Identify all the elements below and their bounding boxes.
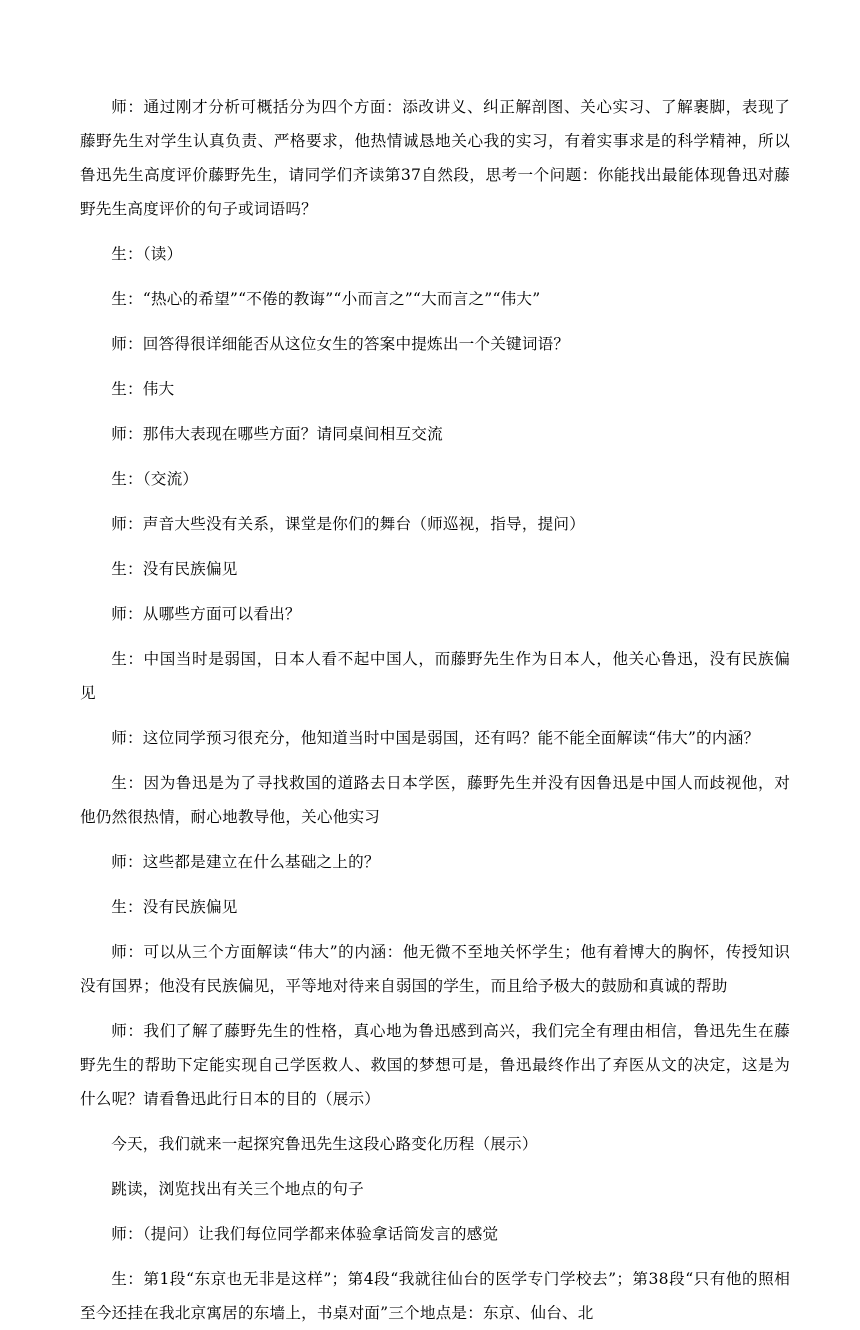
paragraph-11: 生：中国当时是弱国，日本人看不起中国人，而藤野先生作为日本人，他关心鲁迅，没有民族偏见: [80, 650, 790, 702]
paragraph-17: 师：我们了解了藤野先生的性格，真心地为鲁迅感到高兴，我们完全有理由相信，鲁迅先生在藤野先生的帮助下定能实现自己学医救人、救国的梦想可是，鲁迅最终作出了弃医从文的决定，这是为什么呢？请看鲁迅此行日本的目的（展示）: [80, 1022, 790, 1108]
paragraph-8: 师：声音大些没有关系，课堂是你们的舞台（师巡视，指导，提问）: [111, 515, 586, 533]
paragraph-1: 师：通过刚才分析可概括分为四个方面：添改讲义、纠正解剖图、关心实习、了解裹脚，表现了藤野先生对学生认真负责、严格要求，他热情诚恳地关心我的实习，有着实事求是的科学精神，所以鲁迅先生高度评价藤野先生，请同学们齐读第37自然段，思考一个问题：你能找出最能体现鲁迅对藤野先生高度评价的句子或词语吗？: [80, 98, 790, 218]
paragraph-20: 师：（提问）让我们每位同学都来体验拿话筒发言的感觉: [111, 1225, 499, 1243]
paragraph-13: 生：因为鲁迅是为了寻找救国的道路去日本学医，藤野先生并没有因鲁迅是中国人而歧视他，对他仍然很热情，耐心地教导他，关心他实习: [80, 774, 790, 826]
paragraph-15: 生：没有民族偏见: [111, 898, 238, 916]
paragraph-12: 师：这位同学预习很充分，他知道当时中国是弱国，还有吗？能不能全面解读“伟大”的内涵？: [111, 729, 760, 747]
paragraph-18: 今天，我们就来一起探究鲁迅先生这段心路变化历程（展示）: [111, 1135, 538, 1153]
paragraph-7: 生：（交流）: [111, 470, 199, 488]
paragraph-5: 生：伟大: [111, 380, 175, 398]
paragraph-10: 师：从哪些方面可以看出？: [111, 605, 301, 623]
paragraph-14: 师：这些都是建立在什么基础之上的？: [111, 853, 380, 871]
paragraph-4: 师：回答得很详细能否从这位女生的答案中提炼出一个关键词语？: [111, 335, 570, 353]
paragraph-21: 生：第1段“东京也无非是这样”；第4段“我就往仙台的医学专门学校去”；第38段“只有他的照相至今还挂在我北京寓居的东墙上，书桌对面”三个地点是：东京、仙台、北: [80, 1270, 790, 1322]
paragraph-16: 师：可以从三个方面解读“伟大”的内涵：他无微不至地关怀学生；他有着博大的胸怀，传授知识没有国界；他没有民族偏见，平等地对待来自弱国的学生，而且给予极大的鼓励和真诚的帮助: [80, 943, 790, 995]
paragraph-3: 生：“热心的希望”“不倦的教诲”“小而言之”“大而言之”“伟大”: [111, 290, 541, 308]
paragraph-9: 生：没有民族偏见: [111, 560, 238, 578]
paragraph-6: 师：那伟大表现在哪些方面？请同桌间相互交流: [111, 425, 443, 443]
paragraph-19: 跳读，浏览找出有关三个地点的句子: [111, 1180, 364, 1198]
paragraph-2: 生：（读）: [111, 245, 183, 263]
